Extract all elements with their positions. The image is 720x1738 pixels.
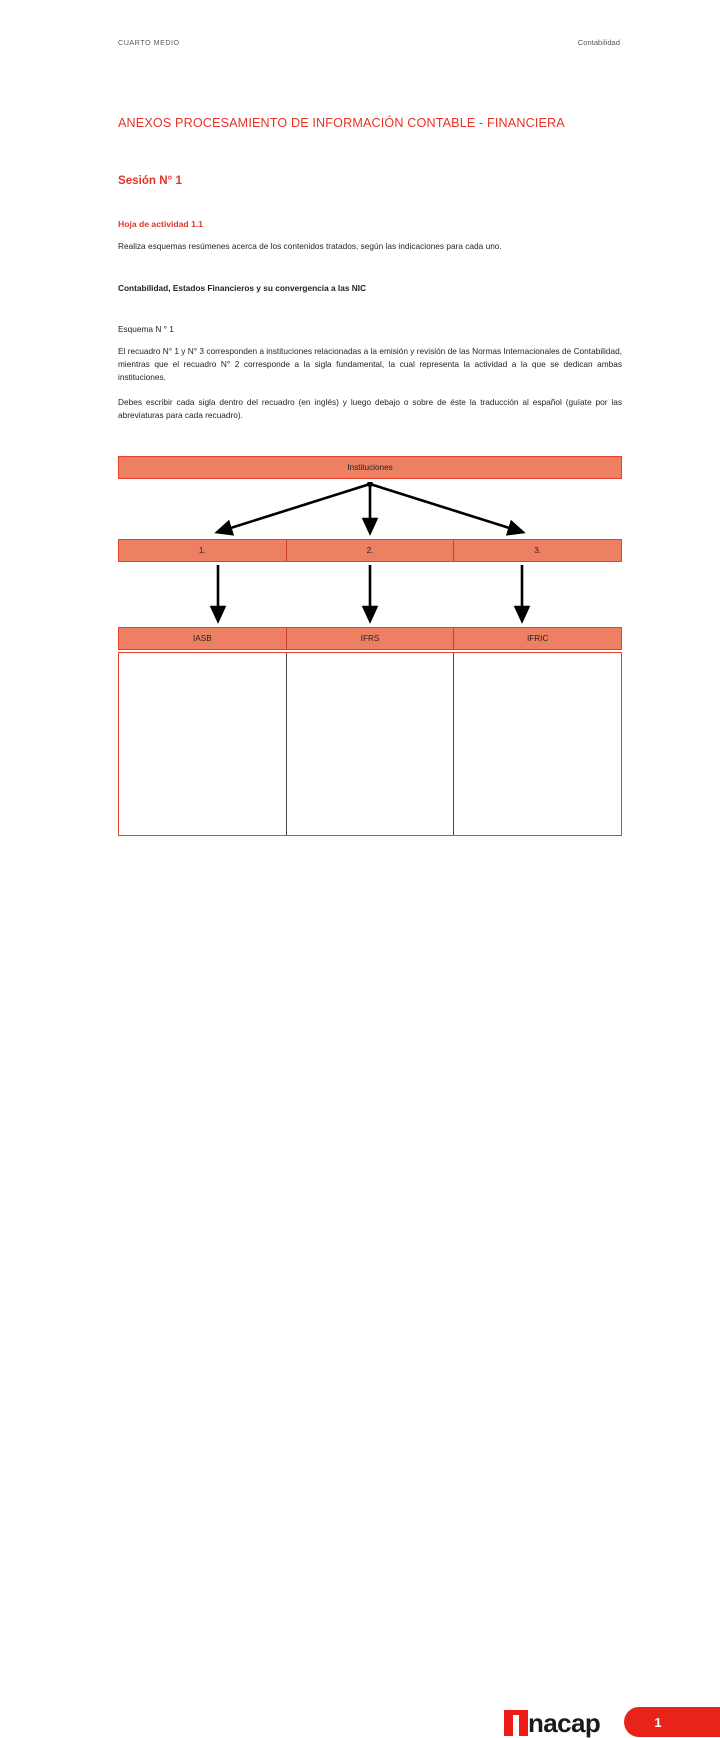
header-course-level: CUARTO MEDIO [118,38,180,47]
header-subject: Contabilidad [577,38,620,47]
diagram-acronym-box-iasb: IASB [119,628,286,649]
diagram-acronym-box-ifrs: IFRS [286,628,454,649]
answer-table [118,652,622,836]
diagram-numbered-row [118,539,622,562]
diagram-root-label: Instituciones [119,457,621,478]
answer-cell-iasb[interactable] [119,653,286,835]
answer-cell-ifrs[interactable] [286,653,454,835]
session-heading: Sesión N° 1 [118,174,182,187]
inacap-logo-mark-icon [504,1710,528,1736]
diagram-acronym-box-ifric: IFRIC [453,628,621,649]
inacap-logo-text: nacap [528,1708,601,1738]
diagram-numbered-box-3: 3. [453,540,621,561]
instruction-paragraph: Realiza esquemas resúmenes acerca de los contenidos tratados, según las indicaciones para cada uno. [118,241,502,251]
activity-sheet-heading: Hoja de actividad 1.1 [118,219,204,229]
arrows-root-to-numbered [118,482,622,540]
inacap-logo [504,1710,600,1736]
write-instruction-paragraph: Debes escribir cada sigla dentro del recuadro (en inglés) y luego debajo o sobre de éste la traducción al español (guíate por las abreviaturas para cada recuadro). [118,397,622,420]
diagram-root-box [118,456,622,479]
diagram-acronym-row [118,627,622,650]
page-number-value: 1 [654,1714,662,1730]
arrows-numbered-to-acronym [118,565,622,628]
diagram-numbered-box-2: 2. [286,540,454,561]
diagram-numbered-box-1: 1. [119,540,286,561]
answer-cell-ifric[interactable] [453,653,621,835]
topic-paragraph: Contabilidad, Estados Financieros y su convergencia a las NIC [118,283,367,293]
scheme-label: Esquema N ° 1 [118,324,174,334]
page-footer [0,852,720,1738]
page-number-badge [624,1707,720,1737]
explanation-paragraph: El recuadro N° 1 y N° 3 corresponden a instituciones relacionadas a la emisión y revisión de las Normas Internacionales de Contabilidad, mientras que el recuadro N° 2 corresponde a la sigla fundamental, la cual representa la actividad a la que se dedican ambas instituciones. [118,346,622,382]
page-title: ANEXOS PROCESAMIENTO DE INFORMACIÓN CONTABLE - FINANCIERA [118,116,565,130]
running-header [118,38,620,47]
